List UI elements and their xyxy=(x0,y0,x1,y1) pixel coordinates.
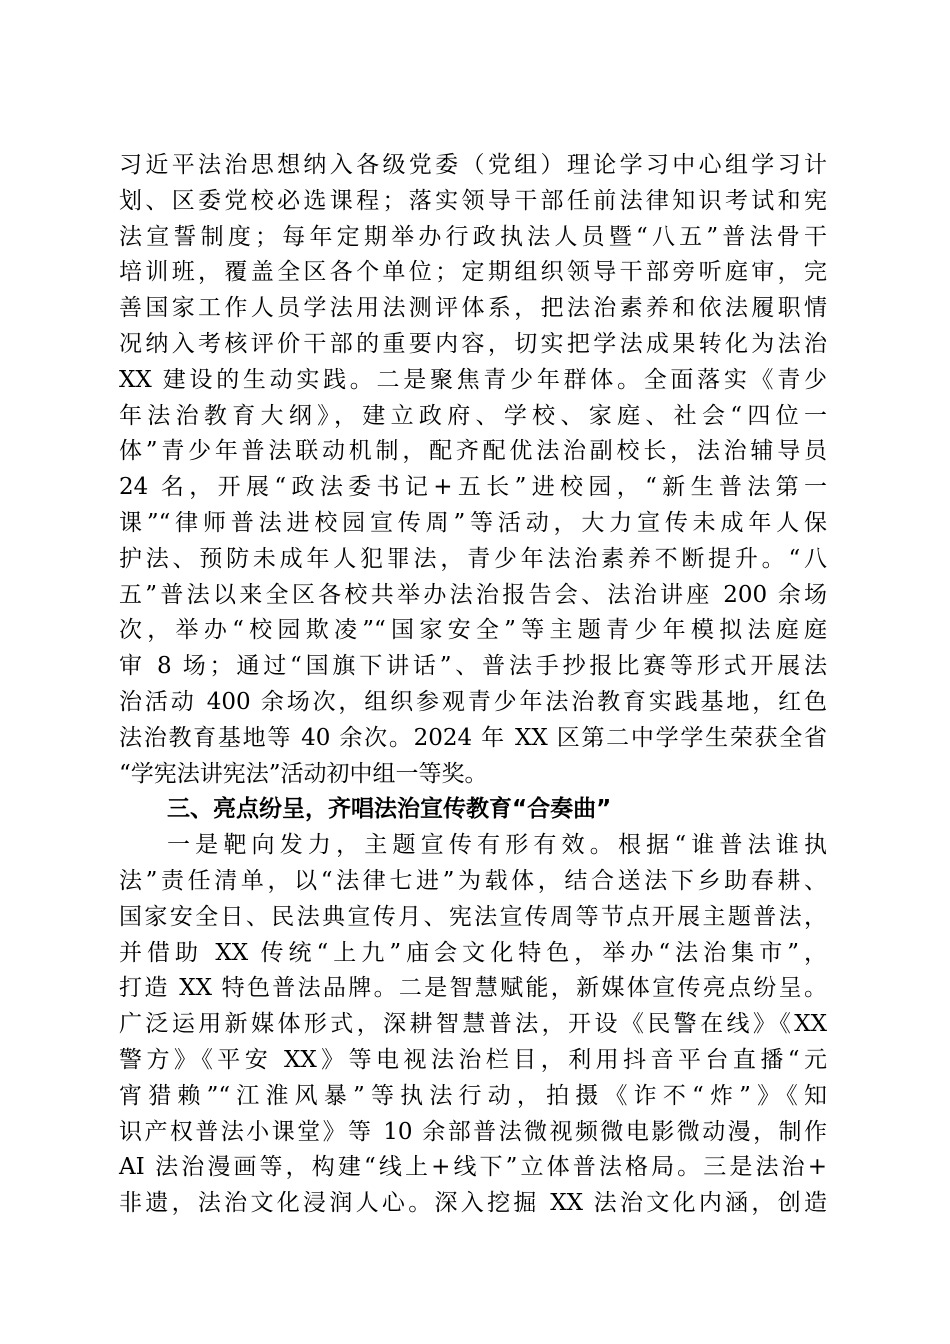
text-line: AI 法治漫画等，构建“线上+线下”立体普法格局。三是法治+ xyxy=(119,1154,827,1181)
text-line: 识产权普法小课堂》等 10 余部普法微视频微电影微动漫，制作 xyxy=(119,1118,827,1145)
text-line: 打造 XX 特色普法品牌。二是智慧赋能，新媒体宣传亮点纷呈。 xyxy=(119,975,827,1002)
paragraph-2 xyxy=(119,828,827,1222)
text-line: XX 建设的生动实践。二是聚焦青少年群体。全面落实《青少 xyxy=(119,366,827,393)
text-line: 宵猎赖”“江淮风暴”等执法行动，拍摄《诈不“炸”》《知 xyxy=(119,1082,827,1109)
text-line: 审 8 场；通过“国旗下讲话”、普法手抄报比赛等形式开展法 xyxy=(119,653,827,680)
section-heading: 三、亮点纷呈，齐唱法治宣传教育“合奏曲” xyxy=(167,796,612,823)
text-line: 法”责任清单，以“法律七进”为载体，结合送法下乡助春耕、 xyxy=(119,867,827,894)
text-line: 次，举办“校园欺凌”“国家安全”等主题青少年模拟法庭庭 xyxy=(119,617,827,644)
text-line: 习近平法治思想纳入各级党委（党组）理论学习中心组学习计 xyxy=(119,152,827,178)
document-body xyxy=(119,148,827,1222)
text-line: 培训班，覆盖全区各个单位；定期组织领导干部旁听庭审，完 xyxy=(119,259,827,286)
paragraph-1 xyxy=(119,148,827,792)
text-line: 广泛运用新媒体形式，深耕智慧普法，开设《民警在线》《XX xyxy=(119,1011,827,1038)
text-line: 法宣誓制度；每年定期举办行政执法人员暨“八五”普法骨干 xyxy=(119,223,827,250)
text-line: 治活动 400 余场次，组织参观青少年法治教育实践基地，红色 xyxy=(119,688,827,715)
text-line: 并借助 XX 传统“上九”庙会文化特色，举办“法治集市”， xyxy=(119,939,827,966)
text-line: 法治教育基地等 40 余次。2024 年 XX 区第二中学学生荣获全省 xyxy=(119,724,827,751)
text-line: “学宪法讲宪法”活动初中组一等奖。 xyxy=(119,760,488,787)
text-line: 一是靶向发力，主题宣传有形有效。根据“谁普法谁执 xyxy=(167,832,827,859)
text-line: 体”青少年普法联动机制，配齐配优法治副校长，法治辅导员 xyxy=(119,438,827,465)
text-line: 非遗，法治文化浸润人心。深入挖掘 XX 法治文化内涵，创造 xyxy=(119,1190,827,1217)
text-line: 24 名，开展“政法委书记+五长”进校园，“新生普法第一 xyxy=(119,474,827,501)
text-line: 国家安全日、民法典宣传月、宪法宣传周等节点开展主题普法， xyxy=(119,903,827,930)
text-line: 课”“律师普法进校园宣传周”等活动，大力宣传未成年人保 xyxy=(119,509,827,536)
text-line: 警方》《平安 XX》等电视法治栏目，利用抖音平台直播“元 xyxy=(119,1046,827,1073)
text-line: 年法治教育大纲》，建立政府、学校、家庭、社会“四位一 xyxy=(119,402,827,429)
text-line: 五”普法以来全区各校共举办法治报告会、法治讲座 200 余场 xyxy=(119,581,827,608)
text-line: 划、区委党校必选课程；落实领导干部任前法律知识考试和宪 xyxy=(119,187,827,214)
text-line: 善国家工作人员学法用法测评体系，把法治素养和依法履职情 xyxy=(119,295,827,322)
text-line: 况纳入考核评价干部的重要内容，切实把学法成果转化为法治 xyxy=(119,330,827,357)
text-line: 护法、预防未成年人犯罪法，青少年法治素养不断提升。“八 xyxy=(119,545,827,572)
